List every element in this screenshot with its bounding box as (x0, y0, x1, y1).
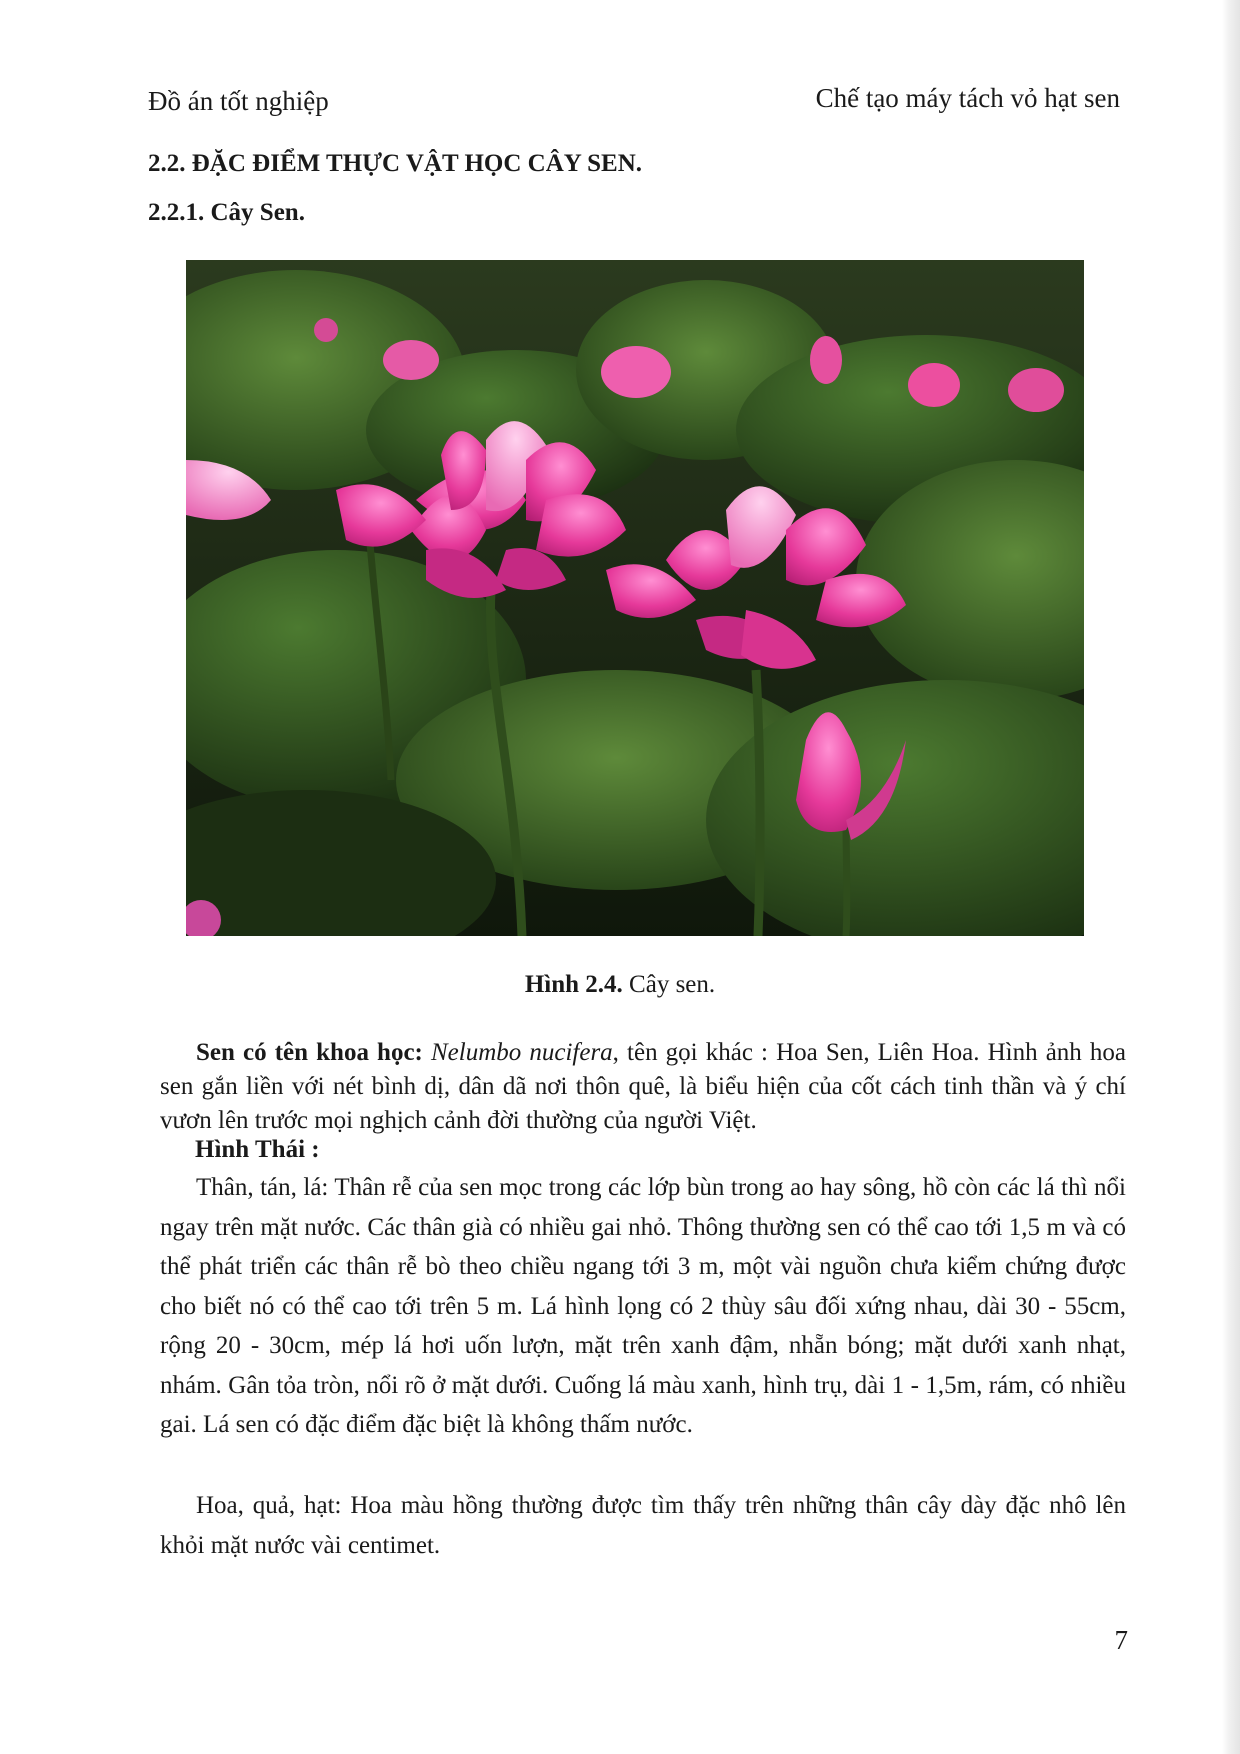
header-right: Chế tạo máy tách vỏ hạt sen (815, 83, 1120, 113)
subsection-heading: 2.2.1. Cây Sen. (148, 199, 305, 226)
intro-rest: , tên gọi khác : Hoa Sen, Liên Hoa. Hình ảnh hoa sen gắn liền với nét bình dị, dân dã nơi thôn quê, là biểu hiện của cốt cách tinh thần và ý chí vươn lên trước mọi nghịch cảnh đời thường của người Việt. (160, 1039, 1126, 1134)
flower-fruit-text: Hoa, quả, hạt: Hoa màu hồng thường được tìm thấy trên những thân cây dày đặc nhô lên khỏi mặt nước vài centimet. (160, 1492, 1126, 1559)
section-heading: 2.2. ĐẶC ĐIỂM THỰC VẬT HỌC CÂY SEN. (148, 150, 643, 177)
header-left: Đồ án tốt nghiệp (148, 86, 329, 116)
morphology-heading: Hình Thái : (195, 1136, 320, 1163)
stem-leaf-paragraph (160, 1168, 1126, 1445)
page-edge-shadow (1222, 0, 1240, 1754)
page-number: 7 (1114, 1625, 1128, 1655)
flower-fruit-paragraph (160, 1486, 1126, 1565)
species-name: Nelumbo nucifera (430, 1039, 613, 1066)
intro-lead: Sen có tên khoa học: (196, 1039, 423, 1066)
intro-paragraph (160, 1036, 1126, 1138)
lotus-photo (186, 260, 1084, 936)
stem-leaf-text: Thân, tán, lá: Thân rễ của sen mọc trong các lớp bùn trong ao hay sông, hồ còn các lá thì nổi ngay trên mặt nước. Các thân già có nhiều gai nhỏ. Thông thường sen có thể cao tới 1,5 m và có thể phát triển các thân rễ bò theo chiều ngang tới 3 m, một vài nguồn chưa kiểm chứng được cho biết nó có thể cao tới trên 5 m. Lá hình lọng có 2 thùy sâu đối xứng nhau, dài 30 - 55cm, rộng 20 - 30cm, mép lá hơi uốn lượn, mặt trên xanh đậm, nhẵn bóng; mặt dưới xanh nhạt, nhám. Gân tỏa tròn, nổi rõ ở mặt dưới. Cuống lá màu xanh, hình trụ, dài 1 - 1,5m, rám, có nhiều gai. Lá sen có đặc điểm đặc biệt là không thấm nước. (160, 1174, 1126, 1438)
caption-label: Hình 2.4. (524, 971, 623, 998)
caption-text: Cây sen. (622, 971, 716, 998)
figure-caption (0, 971, 1240, 999)
